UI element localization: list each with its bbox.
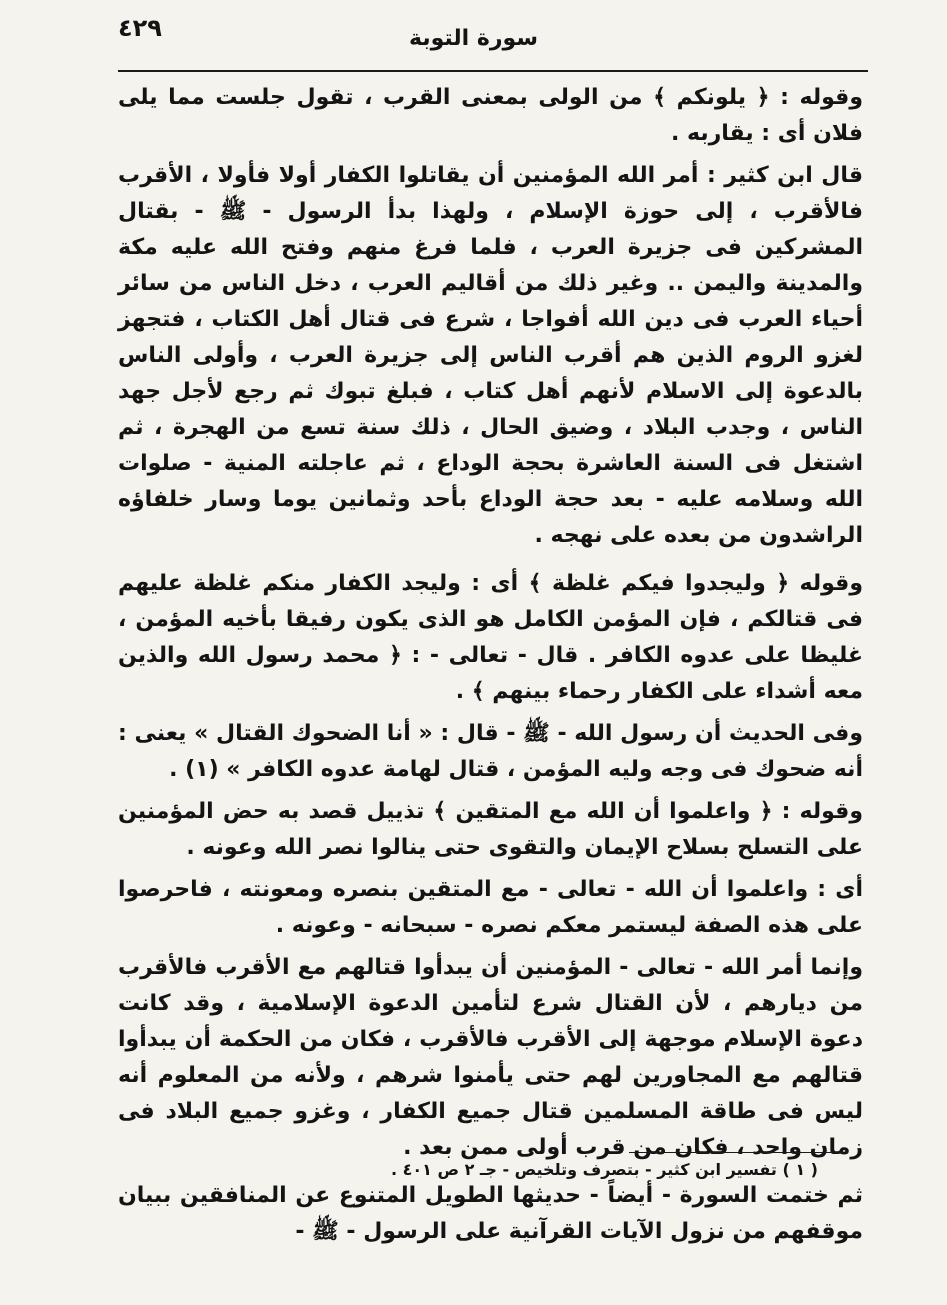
- page-number: ٤٢٩: [118, 14, 162, 42]
- paragraph-3: وقوله ﴿ وليجدوا فيكم غلظة ﴾ أى : وليجد الكفار منكم غلظة عليهم فى قتالكم ، فإن المؤمن الكامل هو الذى يكون رفيقا بأخيه المؤمن ، غليظا على عدوه الكافر . قال - تعالى - : ﴿ محمد رسول الله والذين معه أشداء على الكفار رحماء بينهم ﴾ .: [118, 571, 863, 704]
- paragraph-4: وفى الحديث أن رسول الله - ﷺ - قال : « أنا الضحوك القتال » يعنى : أنه ضحوك فى وجه وليه المؤمن ، قتال لهامة عدوه الكافر » (١) .: [118, 721, 863, 782]
- paragraph-2: قال ابن كثير : أمر الله المؤمنين أن يقاتلوا الكفار أولا فأولا ، الأقرب فالأقرب ، إلى حوزة الإسلام ، ولهذا بدأ الرسول - ﷺ - بقتال المشركين فى جزيرة العرب ، فلما فرغ منهم وفتح الله عليه مكة والمدينة واليمن .. وغير ذلك من أقاليم العرب ، دخل الناس من سائر أحياء العرب فى دين الله أفواجا ، شرع فى قتال أهل الكتاب ، فتجهز لغزو الروم الذين هم أقرب الناس إلى جزيرة العرب ، وأولى الناس بالدعوة إلى الاسلام لأنهم أهل كتاب ، فبلغ تبوك ثم رجع لأجل جهد الناس ، وجدب البلاد ، وضيق الحال ، ذلك سنة تسع من الهجرة ، ثم اشتغل فى السنة العاشرة بحجة الوداع ، ثم عاجلته المنية - صلوات الله وسلامه عليه - بعد حجة الوداع بأحد وثمانين يوما وسار خلفاؤه الراشدون من بعده على نهجه .: [118, 163, 863, 548]
- main-text: [118, 80, 863, 1250]
- paragraph-7: وإنما أمر الله - تعالى - المؤمنين أن يبدأوا قتالهم مع الأقرب فالأقرب من ديارهم ، لأن القتال شرع لتأمين الدعوة الإسلامية ، وقد كانت دعوة الإسلام موجهة إلى الأقرب فالأقرب ، فكان من الحكمة أن يبدأوا قتالهم مع المجاورين لهم حتى يأمنوا شرهم ، ولأنه من المعلوم أنه ليس فى طاقة المسلمين قتال جميع الكفار ، وغزو جميع البلاد فى زمان واحد ، فكان من قرب أولى ممن بعد .: [118, 955, 863, 1160]
- header-rule: [118, 70, 868, 72]
- paragraph-5: وقوله : ﴿ واعلموا أن الله مع المتقين ﴾ تذييل قصد به حض المؤمنين على التسلح بسلاح الإيمان والتقوى حتى ينالوا نصر الله وعونه .: [118, 799, 864, 860]
- running-title: سورة التوبة: [409, 26, 538, 51]
- paragraph-8: ثم ختمت السورة - أيضاً - حديثها الطويل المتنوع عن المنافقين ببيان موقفهم من نزول الآيات القرآنية على الرسول - ﷺ -: [118, 1183, 863, 1244]
- footnote: ( ١ ) تفسير ابن كثير - بتصرف وتلخيص - جـ ٢ ص ٤٠١ .: [390, 1160, 818, 1179]
- footnote-rule: [629, 1152, 843, 1153]
- paragraph-1: وقوله : ﴿ يلونكم ﴾ من الولى بمعنى القرب ، تقول جلست مما يلى فلان أى : يقاربه .: [118, 85, 863, 146]
- paragraph-6: أى : واعلموا أن الله - تعالى - مع المتقين بنصره ومعونته ، فاحرصوا على هذه الصفة ليستمر معكم نصره - سبحانه - وعونه .: [118, 877, 863, 938]
